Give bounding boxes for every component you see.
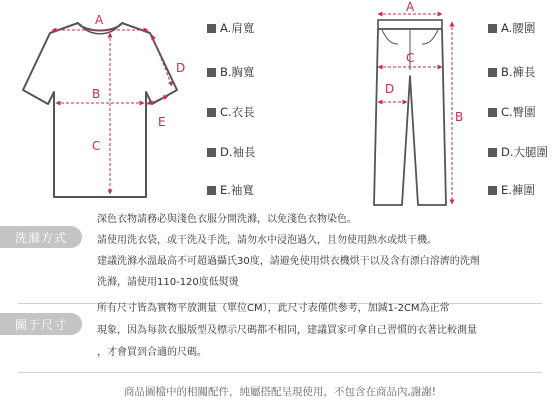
shirt-outline: [23, 23, 177, 197]
pants-diagram-svg: [360, 0, 464, 215]
washing-line: 請使用洗衣袋，或干洗及手洗，請勿水中浸泡過久，且勿使用熱水或烘干機。: [97, 235, 437, 246]
shirt-legend-label: D.袖長: [220, 145, 256, 159]
washing-instructions: [97, 209, 552, 293]
pants-waistband: [378, 20, 442, 29]
dim-label-thigh: D: [385, 82, 395, 96]
shirt-legend-item: [207, 182, 254, 198]
washing-section-tab: 洗滌方式: [0, 226, 82, 248]
dim-label-waist: A: [406, 0, 415, 14]
dim-label-sleeve-length: D: [176, 61, 186, 75]
legend-swatch-icon: [488, 108, 497, 117]
pants-legend-item: [488, 104, 536, 120]
sizing-notes: [97, 298, 552, 364]
dim-label-pant-length: B: [455, 110, 464, 124]
shirt-legend-item: [207, 20, 254, 36]
shirt-legend-label: A.肩寬: [220, 21, 255, 35]
legend-swatch-icon: [207, 148, 216, 157]
legend-swatch-icon: [207, 108, 216, 117]
shirt-diagram: [0, 0, 200, 215]
pants-legend-label: D.大腿圍: [501, 145, 549, 159]
dim-label-hip: C: [406, 51, 415, 65]
legend-swatch-icon: [488, 24, 497, 33]
pants-legend-item: [488, 20, 535, 36]
section-divider: [18, 372, 542, 373]
legend-swatch-icon: [488, 68, 497, 77]
sizing-section-tab: 關于尺寸: [0, 313, 82, 335]
pants-diagram: [360, 0, 464, 215]
dim-label-shoulder: A: [95, 13, 104, 27]
washing-line: 深色衣物請務必與淺色衣服分開洗滌，以免淺色衣物染色。: [97, 214, 357, 225]
shirt-legend-label: B.胸寬: [220, 65, 255, 79]
shirt-diagram-svg: [0, 0, 200, 215]
shirt-legend-item: [207, 104, 255, 120]
pants-legend-label: B.褲長: [501, 65, 536, 79]
washing-line: 建議洗滌水溫最高不可超過攝氏30度，請避免使用烘衣機烘干以及含有漂白溶濟的洗劑: [97, 256, 480, 267]
legend-swatch-icon: [207, 186, 216, 195]
shirt-legend-item: [207, 64, 255, 80]
pants-legend-item: [488, 182, 535, 198]
sizing-line: 現象，因為每款衣服版型及標示尺碼都不相同，建議買家可拿自己習慣的衣著比較測量: [97, 325, 477, 336]
washing-line: 洗滌，請使用110-120度低熨燙: [97, 277, 239, 288]
legend-swatch-icon: [488, 148, 497, 157]
pants-legend-label: A.腰圍: [501, 21, 536, 35]
shirt-legend-label: E.袖寬: [220, 183, 254, 197]
dim-label-chest: B: [92, 87, 101, 101]
pants-legend-item: [488, 144, 548, 160]
shirt-legend-item: [207, 144, 256, 160]
footer-note: 商品圖檔中的相關配件，純屬搭配呈現使用，不包含在商品內,謝謝!: [123, 386, 437, 398]
legend-swatch-icon: [207, 24, 216, 33]
legend-swatch-icon: [488, 186, 497, 195]
legend-swatch-icon: [207, 68, 216, 77]
pants-legend-item: [488, 64, 536, 80]
sizing-line: 所有尺寸皆為實物平放測量（單位CM），此尺寸表僅供參考，加減1-2CM為正常: [97, 303, 450, 314]
shirt-legend-label: C.衣長: [220, 105, 255, 119]
pants-legend-label: C.臀圍: [501, 105, 536, 119]
pants-legend-label: E.褲圍: [501, 183, 535, 197]
sizing-line: ，才會買到合適的尺碼。: [97, 347, 207, 358]
dim-label-length: C: [92, 139, 101, 153]
dim-label-sleeve-width: E: [158, 115, 166, 129]
